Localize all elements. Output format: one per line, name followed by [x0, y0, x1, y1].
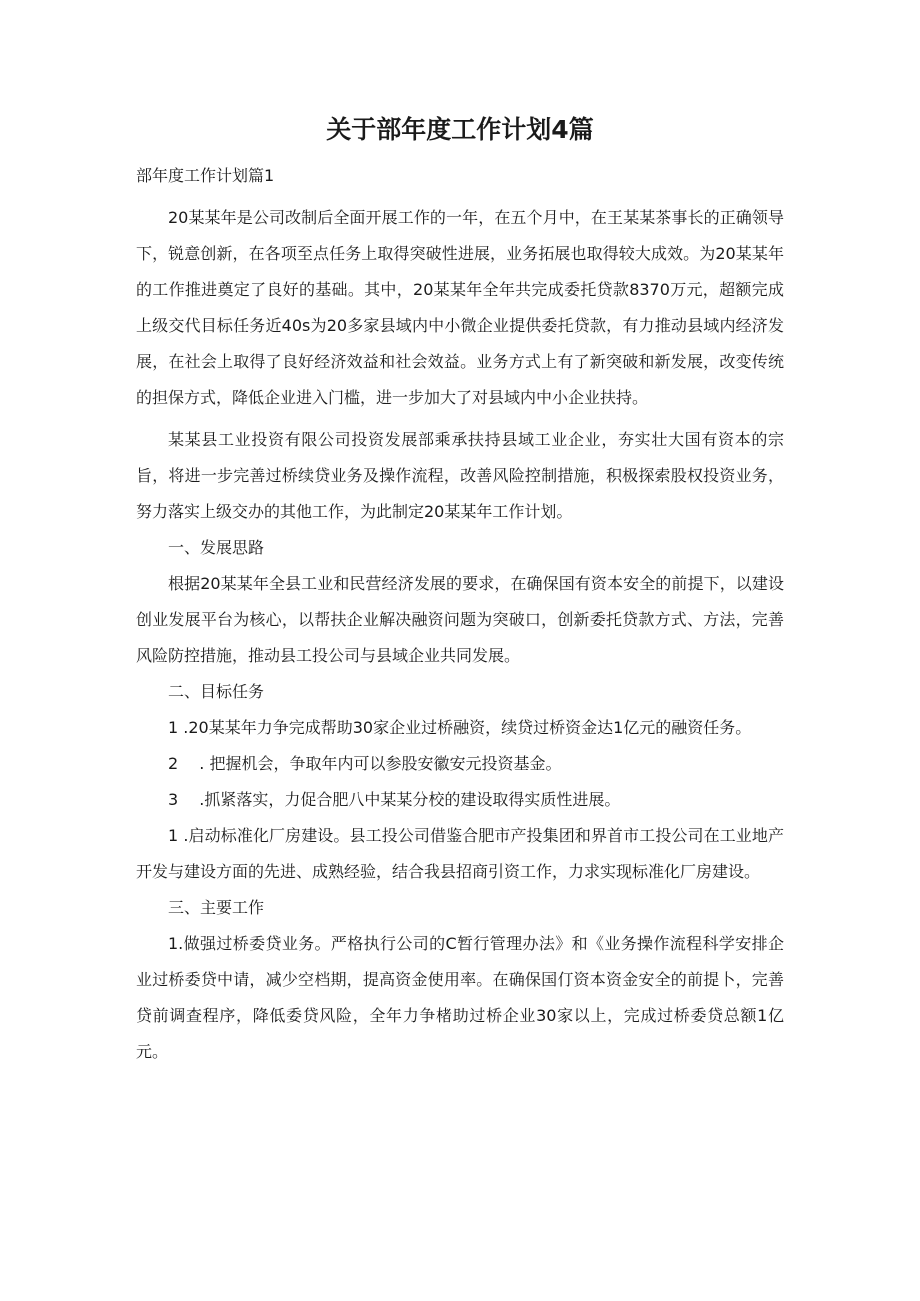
- document-body: [136, 158, 784, 1070]
- paragraph-purpose: 某某县工业投资有限公司投资发展部乘承扶持县域工业企业，夯实壮大国有资本的宗旨，将进一步完善过桥续贷业务及操作流程，改善风险控制措施，积极探索股权投资业务，努力落实上级交办的其他工作，为此制定20某某年工作计划。: [136, 430, 784, 521]
- goal-item: 1 .启动标准化厂房建设。县工投公司借鉴合肥市产投集团和界首市工投公司在工业地产开发与建设方面的先进、成熟经验，结合我县招商引资工作，力求实现标准化厂房建设。: [136, 826, 784, 881]
- section-heading-goals: 二、目标任务: [168, 682, 265, 701]
- goal-item: 2 . 把握机会，争取年内可以参股安徽安元投资基金。: [168, 754, 562, 773]
- goal-item: 1 .20某某年力争完成帮助30家企业过桥融资，续贷过桥资金达1亿元的融资任务。: [168, 718, 752, 737]
- paragraph-intro: 20某某年是公司改制后全面开展工作的一年，在五个月中，在王某某茶事长的正确领导下，锐意创新，在各项至点任务上取得突破性进展，业务拓展也取得较大成效。为20某某年的工作推进奠定了良好的基础。其中，20某某年全年共完成委托贷款8370万元，超额完成上级交代目标任务近40s为20多家县域内中小微企业提供委托贷款，有力推动县域内经济发展，在社会上取得了良好经济效益和社会效益。业务方式上有了新突破和新发展，改变传统的担保方式，降低企业进入门槛，进一步加大了对县域内中小企业扶持。: [136, 208, 784, 407]
- document-subtitle: 部年度工作计划篇1: [136, 166, 275, 185]
- section-heading-development: 一、发展思路: [168, 538, 265, 557]
- goal-item: 3 .抓紧落实，力促合肥八中某某分校的建设取得实质性进展。: [168, 790, 621, 809]
- section-heading-main-work: 三、主要工作: [168, 898, 265, 917]
- document-title: 关于部年度工作计划4篇: [326, 115, 594, 144]
- paragraph-development: 根据20某某年全县工业和民营经济发展的要求，在确保国有资本安全的前提下，以建设创业发展平台为核心，以帮扶企业解决融资问题为突破口，创新委托贷款方式、方法，完善风险防控措施，推动县工投公司与县域企业共同发展。: [136, 574, 784, 665]
- paragraph-main-work: 1.做强过桥委贷业务。严格执行公司的C暂行管理办法》和《业务操作流程科学安排企业过桥委贷中请，减少空档期，提高资金使用率。在确保国仃资本资金安全的前提卜，完善贷前调查程序，降低委贷风险，全年力争楮助过桥企业30家以上，完成过桥委贷总额1亿元。: [136, 934, 784, 1061]
